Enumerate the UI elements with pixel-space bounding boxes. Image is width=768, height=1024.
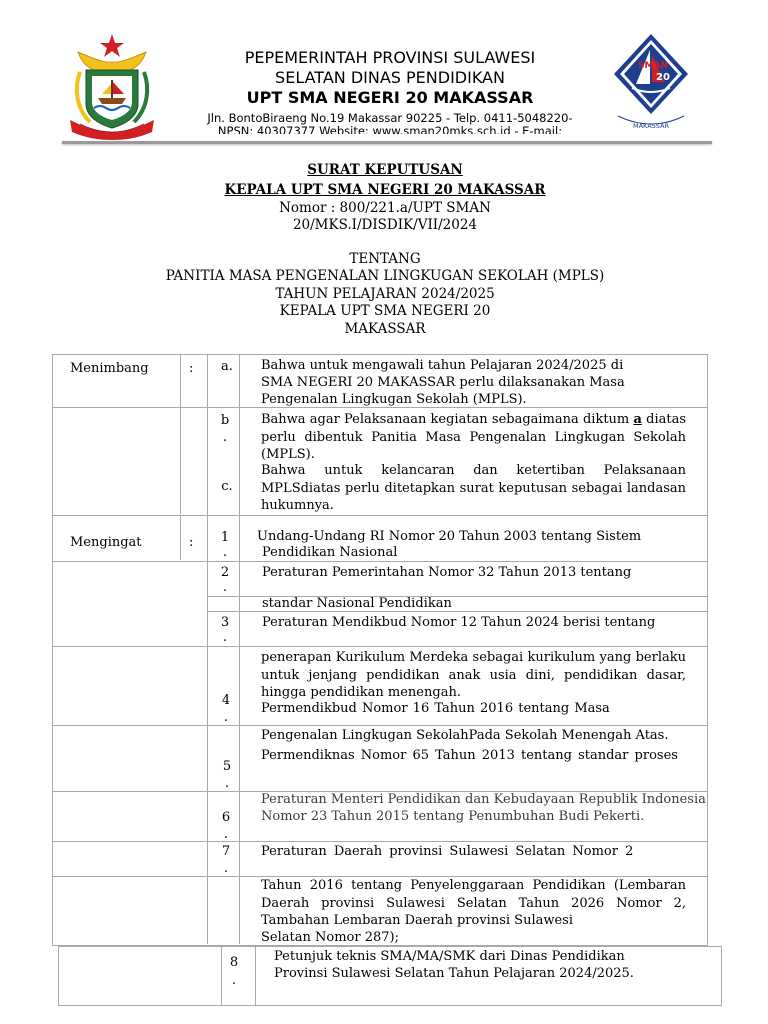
- row-divider: [52, 646, 707, 647]
- about-line-2: TAHUN PELAJARAN 2024/2025: [275, 286, 495, 302]
- mengingat-mark-7-dot: .: [223, 861, 229, 876]
- col-divider-1b: [180, 515, 181, 560]
- decree-number-2: 20/MKS.I/DISDIK/VII/2024: [292, 217, 478, 233]
- col-divider-cont-2: [255, 946, 256, 1005]
- mengingat-mark-6-dot: .: [223, 827, 229, 842]
- mengingat-mark-2: 2: [220, 565, 230, 580]
- mengingat-5-line-2: Permendiknas Nomor 65 Tahun 2013 tentang standar proses: [261, 748, 678, 763]
- about-heading: TENTANG: [349, 251, 421, 267]
- menimbang-b-text: Bahwa agar Pelaksanaan kegiatan sebagaimana diktum a diatas perlu dibentuk Panitia Masa Pengenalan Lingkugan Sekolah (MPLS).: [261, 412, 686, 462]
- menimbang-label: Menimbang: [70, 361, 149, 376]
- row-divider: [52, 515, 707, 516]
- header-school-name: UPT SMA NEGERI 20 MAKASSAR: [246, 88, 534, 107]
- mengingat-8-line-2: Provinsi Sulawesi Selatan Tahun Pelajaran 2024/2025.: [274, 966, 634, 981]
- mengingat-2-line-1: Peraturan Pemerintahan Nomor 32 Tahun 2013 tentang: [262, 565, 632, 580]
- header-divider: [62, 141, 712, 144]
- mengingat-mark-8: 8: [229, 955, 239, 970]
- menimbang-mark-c: c.: [221, 479, 233, 494]
- about-line-4: MAKASSAR: [344, 321, 426, 337]
- mengingat-colon: :: [189, 535, 194, 550]
- mengingat-1-line-1: Undang-Undang RI Nomor 20 Tahun 2003 tentang Sistem: [257, 529, 642, 544]
- menimbang-a-line-1: Bahwa untuk mengawali tahun Pelajaran 2024/2025 di: [261, 358, 624, 373]
- header-line-1: PEPEMERINTAH PROVINSI SULAWESI: [244, 48, 536, 67]
- mengingat-mark-5: 5: [222, 759, 232, 774]
- mengingat-mark-4: 4: [221, 693, 231, 708]
- mengingat-4-para: penerapan Kurikulum Merdeka sebagai kurikulum yang berlaku untuk jenjang pendidikan anak usia dini, pendidikan dasar, hingga pendidikan menengah.: [261, 650, 686, 700]
- menimbang-mark-b-dot: .: [222, 430, 228, 445]
- province-emblem-logo: [66, 32, 158, 140]
- col-divider-1: [180, 354, 181, 514]
- mengingat-5-line-1: Pengenalan Lingkugan SekolahPada Sekolah Menengah Atas.: [261, 728, 669, 743]
- decree-number-1: Nomor : 800/221.a/UPT SMAN: [279, 200, 491, 216]
- mengingat-mark-8-dot: .: [231, 973, 237, 988]
- row-divider: [52, 725, 707, 726]
- decree-subtitle: KEPALA UPT SMA NEGERI 20 MAKASSAR: [224, 182, 546, 198]
- mengingat-mark-5-dot: .: [224, 776, 230, 791]
- header-address-2: NPSN: 40307377 Website: www.sman20mks.sch.id - E-mail:: [217, 124, 563, 134]
- header-line-2: SELATAN DINAS PENDIDIKAN: [275, 68, 505, 87]
- menimbang-c-text: Bahwa untuk kelancaran dan ketertiban Pelaksanaan MPLSdiatas perlu ditetapkan surat keputusan sebagai landasan hukumnya.: [261, 463, 686, 513]
- school-logo-city: MAKASSAR: [633, 122, 669, 130]
- mengingat-mark-3-dot: .: [222, 630, 228, 645]
- mengingat-mark-3: 3: [220, 615, 230, 630]
- mengingat-mark-7: 7: [221, 844, 231, 859]
- mengingat-1-line-2: Pendidikan Nasional: [262, 545, 398, 560]
- menimbang-colon: :: [189, 361, 194, 376]
- about-line-1: PANITIA MASA PENGENALAN LINGKUGAN SEKOLAH (MPLS): [165, 268, 605, 284]
- school-logo: [612, 32, 690, 134]
- mengingat-6-line-2: Nomor 23 Tahun 2015 tentang Penumbuhan Budi Pekerti.: [261, 809, 645, 824]
- mengingat-mark-1: 1: [220, 530, 230, 545]
- mengingat-mark-6: 6: [221, 810, 231, 825]
- about-line-3: KEPALA UPT SMA NEGERI 20: [279, 303, 491, 319]
- school-logo-number: 20: [656, 72, 670, 83]
- mengingat-6-line-1: Peraturan Menteri Pendidikan dan Kebudayaan Republik Indonesia: [261, 792, 706, 807]
- mengingat-mark-4-dot: .: [223, 710, 229, 725]
- mengingat-7-line-1: Peraturan Daerah provinsi Sulawesi Selatan Nomor 2: [261, 844, 634, 859]
- mengingat-4-line-2: Permendikbud Nomor 16 Tahun 2016 tentang Masa: [261, 701, 610, 716]
- decree-title: SURAT KEPUTUSAN: [307, 162, 463, 178]
- menimbang-mark-b: b: [220, 413, 230, 428]
- menimbang-a-line-2: SMA NEGERI 20 MAKASSAR perlu dilaksanakan Masa: [261, 375, 625, 390]
- menimbang-mark-a: a.: [221, 359, 233, 374]
- col-divider-2: [207, 354, 208, 944]
- mengingat-7-continuation: Tahun 2016 tentang Penyelenggaraan Pendidikan (Lembaran Daerah provinsi Sulawesi Selatan Tahun 2026 Nomor 2, Tambahan Lembaran Daerah provinsi Sulawesi: [261, 878, 686, 928]
- mengingat-8-line-1: Petunjuk teknis SMA/MA/SMK dari Dinas Pendidikan: [274, 949, 625, 964]
- mengingat-label: Mengingat: [70, 535, 142, 550]
- mengingat-mark-1-dot: .: [222, 545, 228, 560]
- school-logo-text: SMAN: [638, 61, 668, 71]
- mengingat-mark-2-dot: .: [222, 580, 228, 595]
- menimbang-a-line-3: Pengenalan Lingkugan Sekolah (MPLS).: [261, 392, 527, 407]
- mengingat-3-line-1: Peraturan Mendikbud Nomor 12 Tahun 2024 berisi tentang: [262, 615, 656, 630]
- mengingat-7-continuation-end: Selatan Nomor 287);: [261, 930, 399, 945]
- mengingat-2-line-2: standar Nasional Pendidikan: [262, 596, 452, 611]
- header-address-1: Jln. BontoBiraeng No.19 Makassar 90225 - Telp. 0411-5048220-: [207, 111, 573, 125]
- row-divider: [52, 841, 707, 842]
